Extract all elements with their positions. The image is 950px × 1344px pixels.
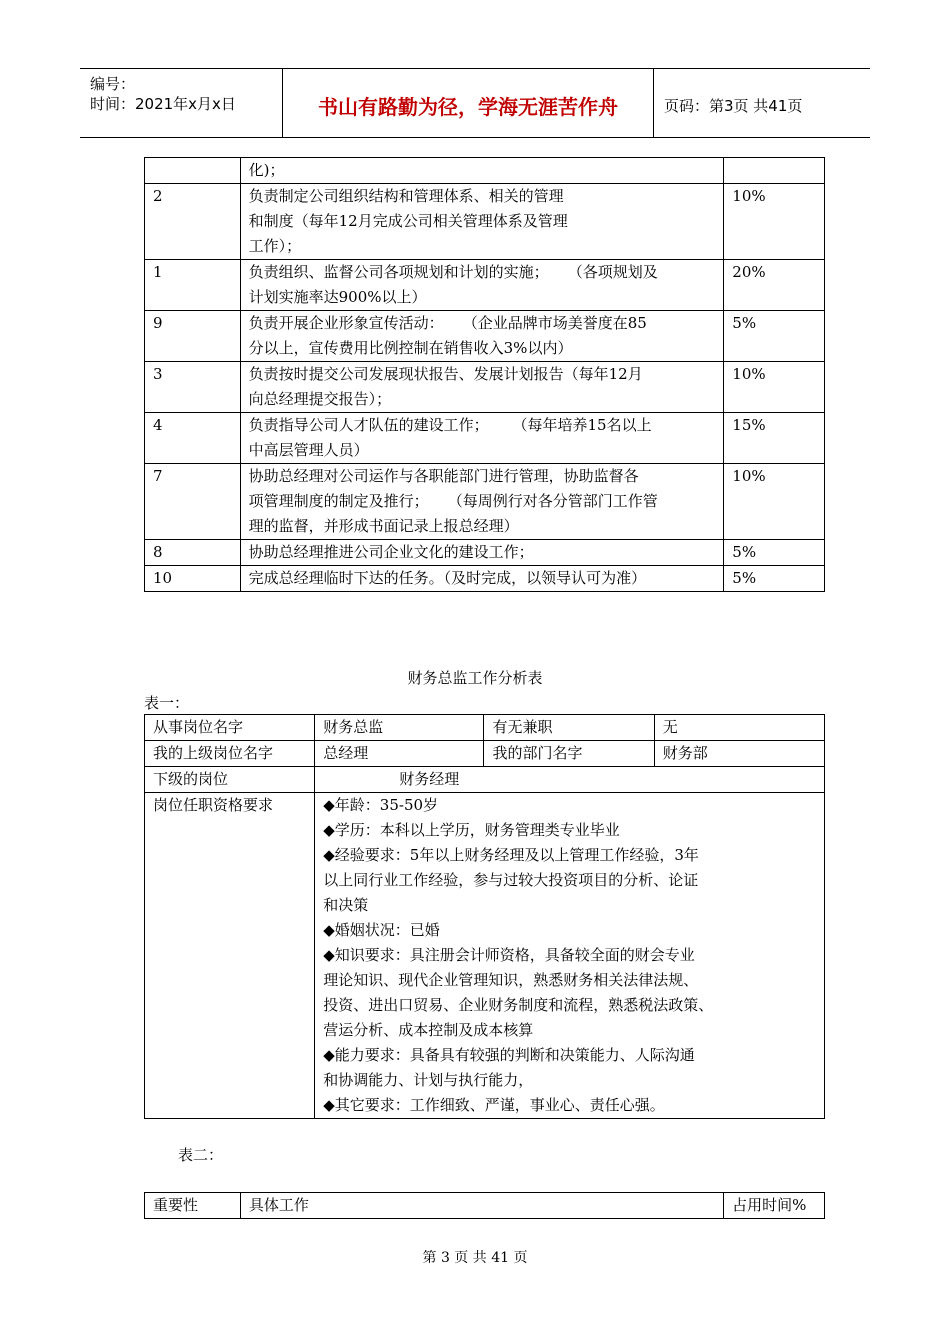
requirements-cell	[315, 793, 825, 1119]
table-row	[145, 464, 825, 540]
header-motto-cell	[283, 69, 654, 137]
row-number: 2	[145, 184, 241, 260]
row-percentage	[724, 158, 825, 184]
description-line: 化)；	[248, 161, 285, 179]
requirement-line: 和协调能力、计划与执行能力，	[323, 1071, 534, 1089]
table-label-1: 表一：	[144, 694, 190, 712]
col-time: 占用时间%	[724, 1193, 825, 1219]
description-line: 项管理制度的制定及推行； （每周例行对各分管部门工作管	[248, 492, 658, 510]
description-line: 理的监督，并形成书面记录上报总经理）	[248, 517, 519, 535]
table-row	[145, 715, 825, 741]
work-table-header	[144, 1192, 825, 1219]
table-row	[145, 741, 825, 767]
requirement-line: 投资、进出口贸易、企业财务制度和流程，熟悉税法政策、	[323, 996, 714, 1014]
row-description	[240, 311, 724, 362]
row-percentage: 15%	[724, 413, 825, 464]
time-label: 时间：2021年x月x日	[90, 95, 236, 113]
superior-value: 总经理	[315, 741, 484, 767]
description-line: 负责按时提交公司发展现状报告、发展计划报告（每年12月	[248, 365, 643, 383]
table-row	[145, 540, 825, 566]
duties-table	[144, 157, 825, 592]
description-line: 协助总经理推进公司企业文化的建设工作；	[248, 543, 534, 561]
row-description	[240, 413, 724, 464]
row-description	[240, 260, 724, 311]
table-row	[145, 566, 825, 592]
subordinate-value: 财务经理	[315, 767, 825, 793]
row-description	[240, 464, 724, 540]
row-number: 4	[145, 413, 241, 464]
description-line: 协助总经理对公司运作与各职能部门进行管理，协助监督各	[248, 467, 639, 485]
superior-label: 我的上级岗位名字	[145, 741, 315, 767]
description-line: 完成总经理临时下达的任务。（及时完成，以领导认可为准）	[248, 569, 647, 587]
concurrent-label: 有无兼职	[484, 715, 654, 741]
table-label-2: 表二：	[178, 1146, 224, 1164]
description-line: 分以上，宣传费用比例控制在销售收入3%以内）	[248, 339, 573, 357]
row-number: 3	[145, 362, 241, 413]
row-number: 10	[145, 566, 241, 592]
table-row	[145, 260, 825, 311]
requirement-line: 和决策	[323, 896, 369, 914]
table-row	[145, 311, 825, 362]
table-row	[145, 793, 825, 1119]
requirement-line: ◆婚姻状况：已婚	[323, 921, 440, 939]
col-work: 具体工作	[240, 1193, 723, 1219]
post-name-label: 从事岗位名字	[145, 715, 315, 741]
requirements-label: 岗位任职资格要求	[145, 793, 315, 1119]
row-description	[240, 158, 724, 184]
requirement-line: ◆知识要求：具注册会计师资格，具备较全面的财会专业	[323, 946, 695, 964]
row-number: 9	[145, 311, 241, 362]
dept-label: 我的部门名字	[484, 741, 654, 767]
table-row	[145, 184, 825, 260]
table-row	[145, 413, 825, 464]
row-percentage: 10%	[724, 362, 825, 413]
requirement-line: 营运分析、成本控制及成本核算	[323, 1021, 534, 1039]
table-row	[145, 362, 825, 413]
table-row	[145, 158, 825, 184]
page-info: 页码：第3页 共41页	[664, 97, 803, 115]
row-number: 1	[145, 260, 241, 311]
table-row	[145, 767, 825, 793]
description-line: 向总经理提交报告）；	[248, 390, 392, 408]
row-number: 7	[145, 464, 241, 540]
subordinate-label: 下级的岗位	[145, 767, 315, 793]
page-footer: 第 3 页 共 41 页	[422, 1250, 528, 1266]
motto-text: 书山有路勤为径，学海无涯苦作舟	[318, 95, 618, 119]
requirement-line: ◆其它要求：工作细致、严谨，事业心、责任心强。	[323, 1096, 665, 1114]
job-profile-table	[144, 714, 825, 1119]
header-left-cell	[80, 69, 283, 137]
description-line: 负责组织、监督公司各项规划和计划的实施； （各项规划及	[248, 263, 658, 281]
description-line: 负责指导公司人才队伍的建设工作； （每年培养15名以上	[248, 416, 652, 434]
row-percentage: 10%	[724, 464, 825, 540]
table-row	[145, 1193, 825, 1219]
row-percentage: 5%	[724, 311, 825, 362]
row-percentage: 20%	[724, 260, 825, 311]
description-line: 负责开展企业形象宣传活动： （企业品牌市场美誉度在85	[248, 314, 647, 332]
row-description	[240, 362, 724, 413]
requirements-list	[323, 793, 816, 1118]
description-line: 和制度（每年12月完成公司相关管理体系及管理	[248, 212, 568, 230]
row-description	[240, 540, 724, 566]
post-name-value: 财务总监	[315, 715, 484, 741]
row-number	[145, 158, 241, 184]
row-percentage: 5%	[724, 540, 825, 566]
header-page-cell	[654, 69, 870, 137]
number-label: 编号：	[90, 75, 136, 93]
dept-value: 财务部	[654, 741, 824, 767]
requirement-line: ◆能力要求：具备具有较强的判断和决策能力、人际沟通	[323, 1046, 695, 1064]
row-percentage: 10%	[724, 184, 825, 260]
requirement-line: ◆年龄：35-50岁	[323, 796, 439, 814]
description-line: 中高层管理人员）	[248, 441, 369, 459]
requirement-line: ◆学历：本科以上学历，财务管理类专业毕业	[323, 821, 620, 839]
concurrent-value: 无	[654, 715, 824, 741]
requirement-line: 以上同行业工作经验，参与过较大投资项目的分析、论证	[323, 871, 699, 889]
col-importance: 重要性	[145, 1193, 241, 1219]
row-description	[240, 184, 724, 260]
description-line: 工作）；	[248, 237, 302, 255]
row-percentage: 5%	[724, 566, 825, 592]
description-line: 负责制定公司组织结构和管理体系、相关的管理	[248, 187, 564, 205]
row-number: 8	[145, 540, 241, 566]
section-title: 财务总监工作分析表	[407, 669, 543, 687]
requirement-line: ◆经验要求：5年以上财务经理及以上管理工作经验，3年	[323, 846, 699, 864]
description-line: 计划实施率达900%以上）	[248, 288, 427, 306]
page-header	[80, 68, 870, 138]
requirement-line: 理论知识、现代企业管理知识，熟悉财务相关法律法规、	[323, 971, 699, 989]
row-description	[240, 566, 724, 592]
